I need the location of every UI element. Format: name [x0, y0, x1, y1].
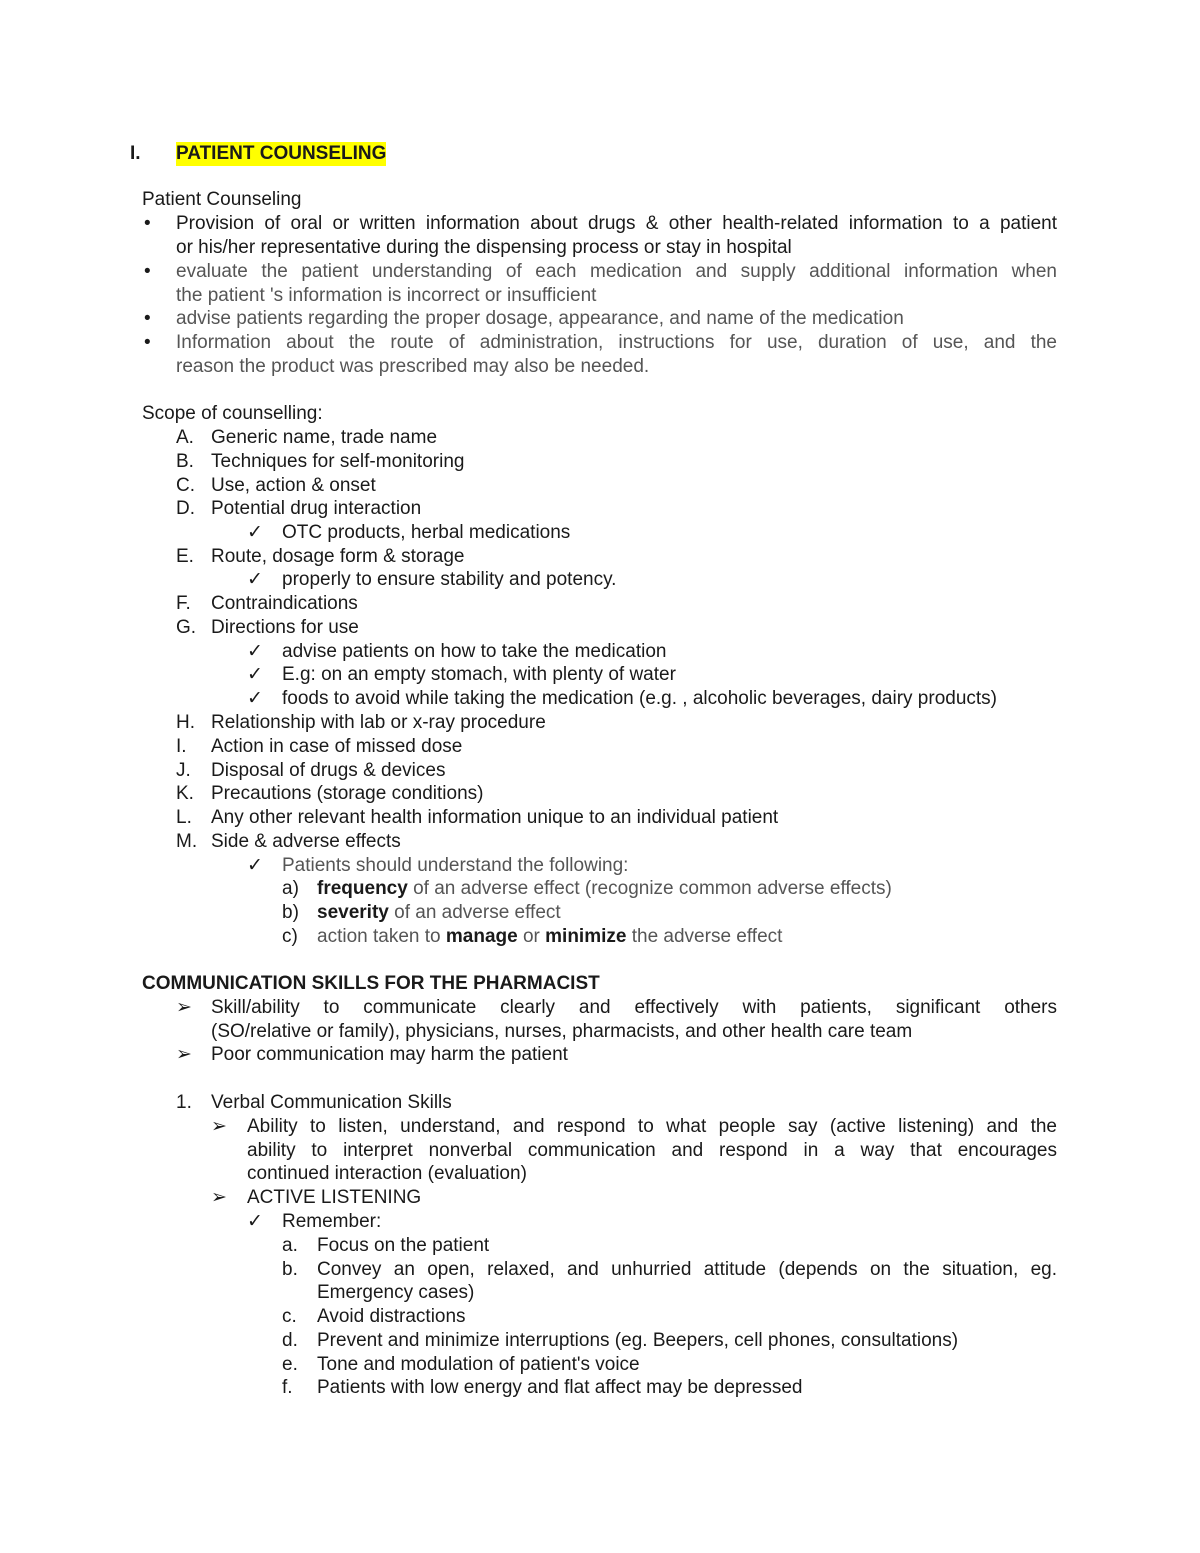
scope-letter: E. — [176, 546, 194, 567]
point-marker: d. — [282, 1330, 298, 1351]
arrow-line: (SO/relative or family), physicians, nurses, pharmacists, and other health care team — [211, 1021, 913, 1042]
check-item: foods to avoid while taking the medication (e.g. , alcoholic beverages, dairy products) — [282, 688, 998, 709]
bullet-icon: • — [144, 332, 151, 353]
adverse-text: the adverse effect — [626, 926, 783, 947]
adverse-bold: manage — [445, 926, 518, 947]
bullet-line: reason the product was prescribed may also be needed. — [176, 356, 650, 377]
adverse-bold: frequency — [317, 878, 408, 899]
scope-letter: H. — [176, 712, 195, 733]
scope-item: Directions for use — [211, 617, 359, 638]
checkmark-icon: ✓ — [247, 522, 263, 543]
point-marker: b. — [282, 1259, 298, 1280]
adverse-item — [317, 901, 561, 925]
scope-item: Use, action & onset — [211, 475, 376, 496]
adverse-marker: c) — [282, 926, 298, 947]
scope-item: Relationship with lab or x-ray procedure — [211, 712, 546, 733]
point-marker: a. — [282, 1235, 298, 1256]
communication-heading: COMMUNICATION SKILLS FOR THE PHARMACIST — [142, 973, 600, 994]
scope-item: Techniques for self-monitoring — [211, 451, 465, 472]
checkmark-icon: ✓ — [247, 569, 263, 590]
patient-counseling-heading: Patient Counseling — [142, 189, 302, 210]
adverse-bold: severity — [317, 902, 389, 923]
arrow-line: Skill/ability to communicate clearly and effectively with patients, significant others — [211, 997, 1057, 1018]
adverse-marker: a) — [282, 878, 299, 899]
ability-line: ability to interpret nonverbal communication and respond in a way that encourages — [247, 1140, 1057, 1161]
scope-letter: F. — [176, 593, 191, 614]
verbal-number: 1. — [176, 1092, 192, 1113]
bullet-line: advise patients regarding the proper dosage, appearance, and name of the medication — [176, 308, 904, 329]
bullet-line: evaluate the patient understanding of each medication and supply additional information when — [176, 261, 1057, 282]
checkmark-icon: ✓ — [247, 1211, 263, 1232]
bullet-line: Provision of oral or written information about drugs & other health-related information to a patient — [176, 213, 1057, 234]
ability-line: Ability to listen, understand, and respond to what people say (active listening) and the — [247, 1116, 1057, 1137]
point-marker: f. — [282, 1377, 293, 1398]
arrow-bullet-icon: ➢ — [211, 1116, 227, 1137]
checkmark-icon: ✓ — [247, 641, 263, 662]
point-item: Focus on the patient — [317, 1235, 490, 1256]
bullet-line: or his/her representative during the dispensing process or stay in hospital — [176, 237, 792, 258]
scope-item: Contraindications — [211, 593, 358, 614]
remember-label: Remember: — [282, 1211, 382, 1232]
scope-letter: C. — [176, 475, 195, 496]
section-number: I. — [130, 143, 141, 164]
point-item: Patients with low energy and flat affect may be depressed — [317, 1377, 803, 1398]
scope-item: Potential drug interaction — [211, 498, 422, 519]
point-item: Prevent and minimize interruptions (eg. Beepers, cell phones, consultations) — [317, 1330, 959, 1351]
active-listening-label: ACTIVE LISTENING — [247, 1187, 422, 1208]
scope-item: Disposal of drugs & devices — [211, 760, 446, 781]
point-item: Emergency cases) — [317, 1282, 475, 1303]
bullet-icon: • — [144, 261, 151, 282]
point-marker: e. — [282, 1354, 298, 1375]
scope-item: Side & adverse effects — [211, 831, 401, 852]
check-item: advise patients on how to take the medication — [282, 641, 667, 662]
scope-letter: L. — [176, 807, 192, 828]
point-item: Tone and modulation of patient's voice — [317, 1354, 640, 1375]
scope-item: Any other relevant health information unique to an individual patient — [211, 807, 779, 828]
check-item: OTC products, herbal medications — [282, 522, 571, 543]
adverse-marker: b) — [282, 902, 299, 923]
checkmark-icon: ✓ — [247, 688, 263, 709]
bullet-line: Information about the route of administration, instructions for use, duration of use, and the — [176, 332, 1057, 353]
ability-line: continued interaction (evaluation) — [247, 1163, 527, 1184]
point-item: Avoid distractions — [317, 1306, 466, 1327]
adverse-item — [317, 925, 782, 949]
arrow-bullet-icon: ➢ — [211, 1187, 227, 1208]
scope-item: Action in case of missed dose — [211, 736, 463, 757]
scope-item: Route, dosage form & storage — [211, 546, 465, 567]
scope-letter: G. — [176, 617, 197, 638]
scope-item: Precautions (storage conditions) — [211, 783, 484, 804]
adverse-item — [317, 877, 892, 901]
scope-letter: D. — [176, 498, 195, 519]
bullet-icon: • — [144, 308, 151, 329]
scope-heading: Scope of counselling: — [142, 403, 323, 424]
scope-letter: J. — [176, 760, 191, 781]
point-item: Convey an open, relaxed, and unhurried attitude (depends on the situation, eg. — [317, 1259, 1057, 1280]
check-item: properly to ensure stability and potency. — [282, 569, 617, 590]
arrow-line: Poor communication may harm the patient — [211, 1044, 568, 1065]
scope-letter: M. — [176, 831, 198, 852]
adverse-text: or — [517, 926, 546, 947]
adverse-text: of an adverse effect (recognize common adverse effects) — [407, 878, 892, 899]
scope-item: Generic name, trade name — [211, 427, 438, 448]
checkmark-icon: ✓ — [247, 664, 263, 685]
adverse-bold: minimize — [545, 926, 627, 947]
scope-letter: I. — [176, 736, 187, 757]
point-marker: c. — [282, 1306, 297, 1327]
scope-letter: B. — [176, 451, 194, 472]
arrow-bullet-icon: ➢ — [176, 1044, 192, 1065]
section-title: PATIENT COUNSELING — [176, 143, 387, 164]
bullet-line: the patient 's information is incorrect or insufficient — [176, 285, 597, 306]
check-item: E.g: on an empty stomach, with plenty of water — [282, 664, 676, 685]
adverse-text: of an adverse effect — [388, 902, 561, 923]
adverse-text: action taken to — [317, 926, 446, 947]
bullet-icon: • — [144, 213, 151, 234]
scope-letter: K. — [176, 783, 194, 804]
verbal-title: Verbal Communication Skills — [211, 1092, 452, 1113]
checkmark-icon: ✓ — [247, 855, 263, 876]
arrow-bullet-icon: ➢ — [176, 997, 192, 1018]
check-item: Patients should understand the following: — [282, 855, 629, 876]
scope-letter: A. — [176, 427, 194, 448]
